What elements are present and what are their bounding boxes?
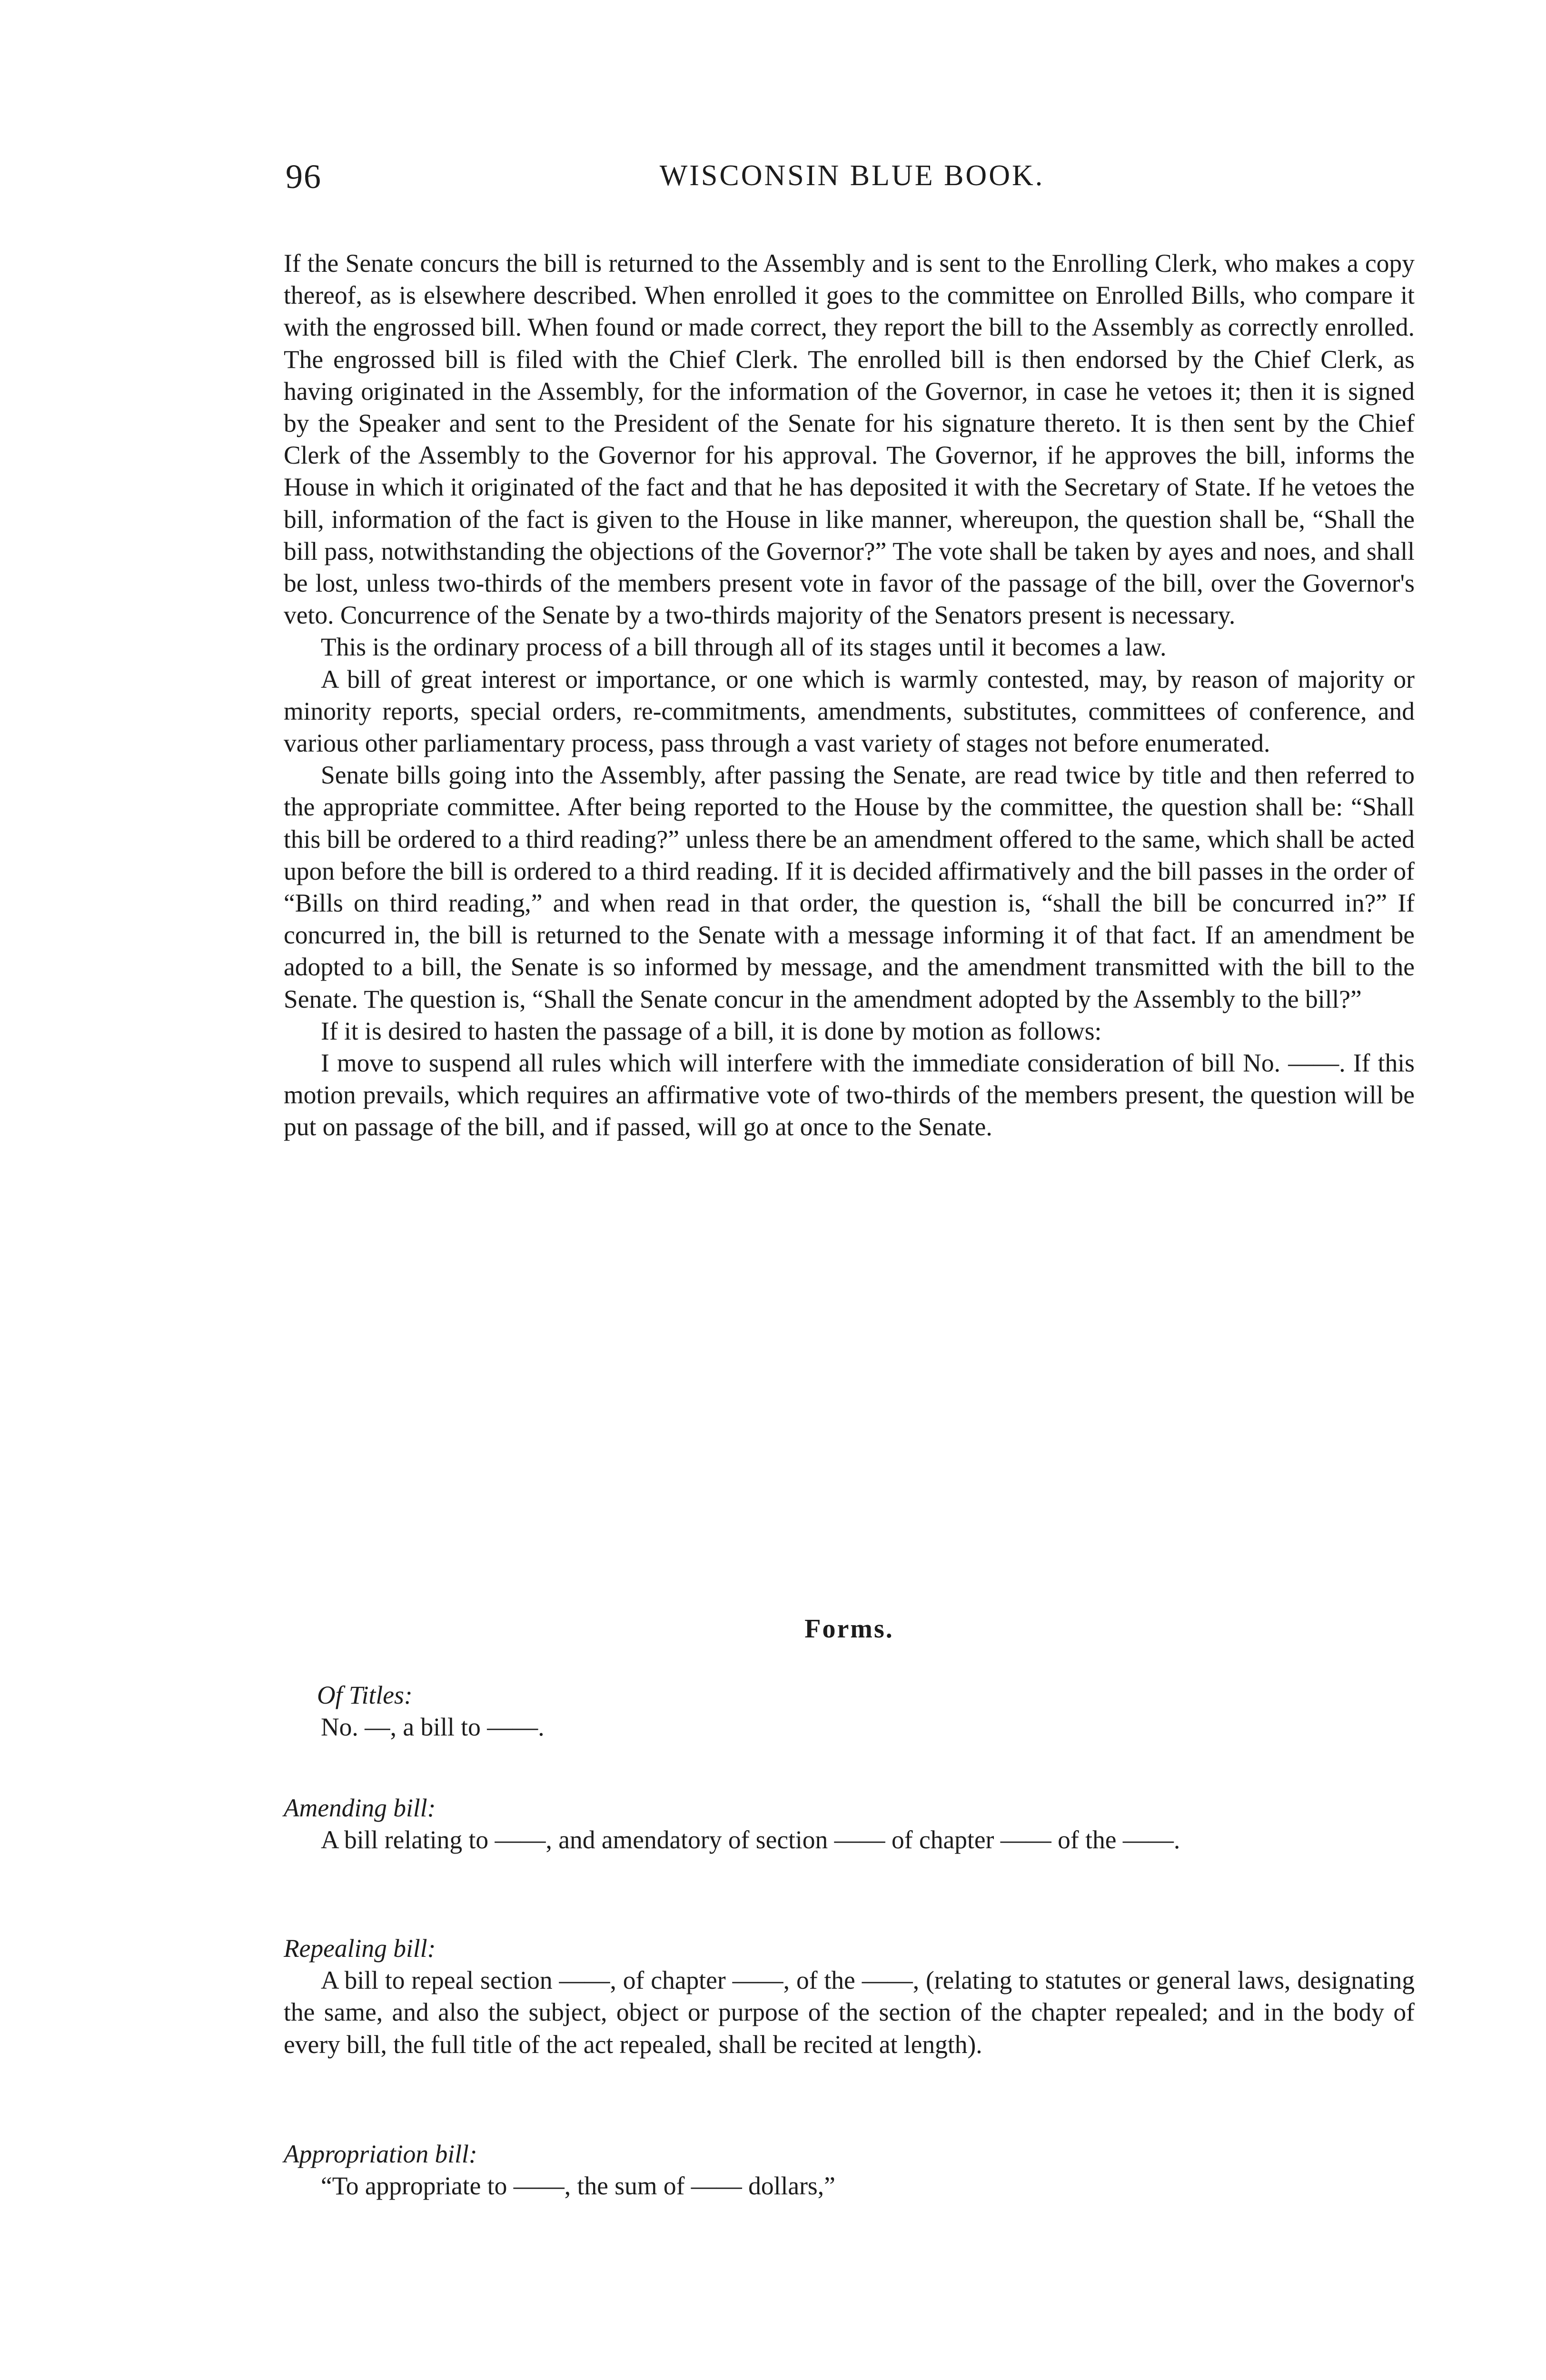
page-number: 96	[286, 158, 322, 196]
paragraph-contested-bills: A bill of great interest or importance, or one which is warmly contested, may, by reason of majority or minority reports, special orders, re-commitments, amendments, substitutes, committees of conference, and various other parliamentary process, pass through a vast variety of stages not before enumerated.	[284, 664, 1415, 758]
form-repealing-bill	[284, 1933, 1415, 2061]
form-amending-label: Amending bill:	[284, 1794, 436, 1822]
form-appropriation-label: Appropriation bill:	[284, 2140, 477, 2168]
form-amending-text: A bill relating to ——, and amendatory of section —— of chapter —— of the ——.	[321, 1825, 1180, 1854]
form-amending-bill	[284, 1792, 1415, 1856]
body-text	[284, 248, 1415, 1143]
page-header	[286, 157, 1418, 200]
form-titles-text: No. —, a bill to ——.	[321, 1713, 545, 1742]
forms-heading: Forms.	[804, 1614, 894, 1644]
form-titles-label: Of Titles:	[317, 1681, 413, 1709]
paragraph-enrollment-process: If the Senate concurs the bill is returned to the Assembly and is sent to the Enrolling Clerk, who makes a copy thereof, as is elsewhere described. When enrolled it goes to the committee on Enrolled Bills, who compare it with the engrossed bill. When found or made correct, they report the bill to the Assembly as correctly enrolled. The engrossed bill is filed with the Chief Clerk. The enrolled bill is then endorsed by the Chief Clerk, as having originated in the Assembly, for the information of the Governor, in case he vetoes it; then it is signed by the Speaker and sent to the President of the Senate for his signature thereto. It is then sent by the Chief Clerk of the Assembly to the Governor for his approval. The Governor, if he approves the bill, informs the House in which it originated of the fact and that he has deposited it with the Secretary of State. If he vetoes the bill, information of the fact is given to the House in like manner, whereupon, the question shall be, “Shall the bill pass, notwithstanding the objections of the Governor?” The vote shall be taken by ayes and noes, and shall be lost, unless two-thirds of the members present vote in favor of the passage of the bill, over the Governor's veto. Concurrence of the Senate by a two-thirds majority of the Senators present is necessary.	[284, 249, 1415, 630]
paragraph-hasten-passage: If it is desired to hasten the passage of a bill, it is done by motion as follows:	[321, 1016, 1102, 1045]
paragraph-ordinary-process: This is the ordinary process of a bill through all of its stages until it becomes a law.	[321, 633, 1167, 662]
form-titles	[284, 1679, 1415, 1743]
form-appropriation-text: “To appropriate to ——, the sum of —— dollars,”	[321, 2172, 835, 2201]
paragraph-suspend-rules-motion: I move to suspend all rules which will interfere with the immediate consideration of bill No. ——. If this motion prevails, which requires an affirmative vote of two-thirds of the members present, the question will be put on passage of the bill, and if passed, will go at once to the Senate.	[284, 1049, 1415, 1141]
form-appropriation-bill	[284, 2138, 1415, 2202]
running-title: WISCONSIN BLUE BOOK.	[659, 159, 1045, 192]
form-repealing-text: A bill to repeal section ——, of chapter ——, of the ——, (relating to statutes or general laws, designating the same, and also the subject, object or purpose of the section of the chapter repealed; and in the body of every bill, the full title of the act repealed, shall be recited at length).	[284, 1966, 1415, 2059]
paragraph-senate-bills: Senate bills going into the Assembly, after passing the Senate, are read twice by title and then referred to the appropriate committee. After being reported to the House by the committee, the question shall be: “Shall this bill be ordered to a third reading?” unless there be an amendment offered to the same, which shall be acted upon before the bill is ordered to a third reading. If it is decided affirmatively and the bill passes in the order of “Bills on third reading,” and when read in that order, the question is, “shall the bill be concurred in?” If concurred in, the bill is returned to the Senate with a message informing it of that fact. If an amendment be adopted to a bill, the Senate is so informed by message, and the amendment transmitted with the bill to the Senate. The question is, “Shall the Senate concur in the amendment adopted by the Assembly to the bill?”	[284, 761, 1415, 1013]
form-repealing-label: Repealing bill:	[284, 1934, 436, 1963]
